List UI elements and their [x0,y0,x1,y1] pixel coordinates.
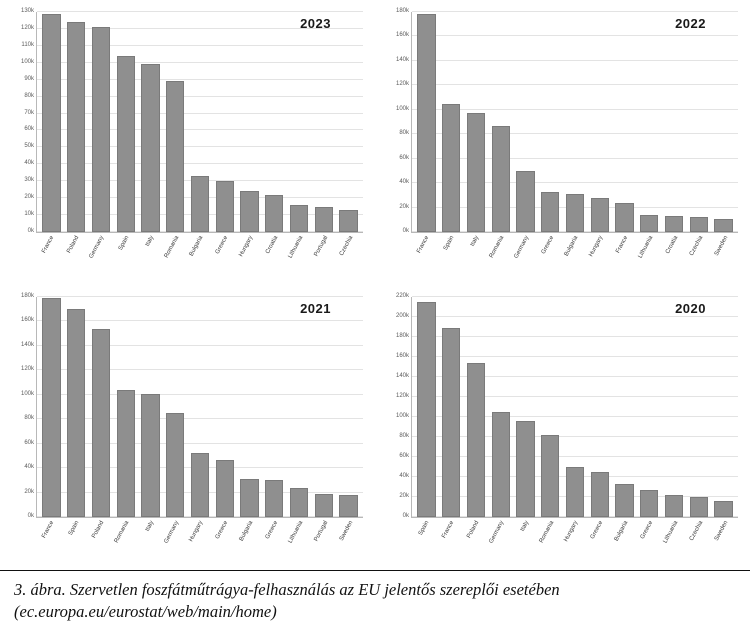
x-axis-tick-label: Sweden [713,235,729,257]
x-label-slot [661,518,686,570]
bar[interactable] [690,217,708,232]
y-axis-tick-label: 100k [395,413,409,419]
x-label-slot [237,518,262,570]
bar-slot [612,12,637,232]
bar-slot [538,12,563,232]
bar-slot [414,12,439,232]
bar[interactable] [191,176,209,232]
bar[interactable] [492,412,510,517]
x-axis-tick-label: Germany [488,520,506,545]
x-axis-tick-label: Poland [66,235,81,255]
bar[interactable] [615,203,633,232]
x-axis-tick-label: Italy [144,235,156,248]
bar-slot [39,12,64,232]
x-axis-tick-label: France [615,235,630,255]
bar[interactable] [216,181,234,232]
bar[interactable] [442,328,460,517]
x-axis-labels [36,518,363,570]
x-axis-tick-label: Romania [113,520,131,545]
y-axis-tick-label: 180k [395,8,409,14]
y-axis-tick-label: 80k [24,415,34,422]
bar[interactable] [141,394,159,517]
x-axis-tick-label: Croatia [664,235,680,255]
x-axis-tick-label: Czechia [338,235,354,257]
x-label-slot [336,518,361,570]
x-axis-tick-label: Sweden [713,520,729,542]
bar[interactable] [92,329,110,517]
y-axis-tick-label: 140k [395,56,409,63]
y-axis-tick-label: 70k [24,109,34,116]
chart-title: 2020 [675,301,706,316]
bar-slot [563,297,588,517]
bar[interactable] [640,215,658,232]
bar-slot [237,297,262,517]
x-axis-tick-label: France [441,520,456,540]
x-label-slot [612,518,637,570]
bar[interactable] [442,104,460,232]
y-axis-tick-label: 80k [399,130,409,137]
bar[interactable] [665,495,683,517]
y-axis-tick-label: 120k [395,81,409,88]
x-axis-tick-label: Greece [540,235,555,256]
bar-slot [237,12,262,232]
bar-slot [711,297,736,517]
x-label-slot [488,518,513,570]
y-axis-tick-label: 0k [402,228,409,234]
x-axis-tick-label: Lithuania [637,235,655,260]
bar-slot [637,297,662,517]
x-axis-tick-label: Germany [513,235,531,260]
x-label-slot [438,233,463,285]
x-label-slot [311,518,336,570]
bar-slot [113,297,138,517]
y-axis-tick-label: 60k [24,439,34,446]
x-axis-tick-label: Romania [488,235,506,260]
y-axis-tick-label: 40k [24,464,34,471]
y-axis-tick-label: 160k [395,32,409,39]
x-label-slot [113,518,138,570]
x-axis-tick-label: Romania [538,520,555,545]
y-axis-tick-label: 160k [395,353,409,359]
bar[interactable] [339,210,357,232]
bar[interactable] [315,207,333,232]
x-axis-tick-label: Hungary [238,235,255,258]
x-axis-tick-label: Italy [469,235,481,248]
bar-slot [311,12,336,232]
x-label-slot [587,518,612,570]
x-axis-labels [411,233,738,285]
bar[interactable] [591,198,609,232]
bar-slot [163,297,188,517]
y-axis-tick-label: 40k [399,179,409,186]
x-axis-tick-label: Czechia [688,235,705,257]
bar-series [37,12,363,232]
bar[interactable] [166,413,184,517]
plot-area [395,293,738,519]
x-axis-tick-label: Lithuania [662,520,680,545]
x-label-slot [286,233,311,285]
bar[interactable] [615,484,633,517]
bar-slot [439,12,464,232]
bar-slot [89,297,114,517]
x-axis-tick-label: Romania [163,235,180,260]
plot-area [20,8,363,234]
bar-slot [464,12,489,232]
bar-slot [637,12,662,232]
bar-slot [587,12,612,232]
chart-2020 [375,285,750,570]
bar-slot [262,12,287,232]
y-axis-tick-label: 50k [24,143,34,150]
x-axis-labels [411,518,738,570]
bar-series [412,12,738,232]
x-axis-tick-label: Greece [590,520,605,541]
x-label-slot [537,233,562,285]
x-label-slot [137,233,162,285]
plot-area [395,8,738,234]
bar[interactable] [117,390,135,517]
bar-slot [513,297,538,517]
bar-series [37,297,363,517]
y-axis-tick-label: 140k [20,341,34,348]
y-axis-tick-label: 220k [395,293,409,299]
x-axis-tick-label: Lithuania [287,520,305,545]
bar-slot [612,297,637,517]
chart-title: 2023 [300,16,331,31]
bar-slot [711,12,736,232]
y-axis-tick-label: 120k [20,366,34,373]
bar-slot [563,12,588,232]
y-axis-tick-label: 200k [395,313,409,319]
y-axis-tick-label: 140k [395,373,409,379]
bar[interactable] [516,421,534,517]
bar[interactable] [42,298,60,517]
x-axis-tick-label: Sweden [338,520,354,542]
bar-slot [587,297,612,517]
x-axis-tick-label: Germany [163,520,180,545]
y-axis-tick-label: 80k [24,92,34,99]
bar-slot [488,297,513,517]
x-label-slot [212,233,237,285]
x-axis-tick-label: Bulgaria [613,520,630,543]
x-axis-tick-label: France [41,520,56,540]
x-label-slot [637,233,662,285]
y-axis-tick-label: 120k [20,24,34,31]
x-label-slot [488,233,513,285]
y-axis-tick-label: 40k [24,160,34,167]
y-axis-tick-label: 60k [399,453,409,459]
bar-series [412,297,738,517]
bar-slot [414,297,439,517]
x-label-slot [63,233,88,285]
bar[interactable] [265,195,283,232]
x-label-slot [38,233,63,285]
x-axis-tick-label: Poland [466,520,481,540]
chart-2021 [0,285,375,570]
x-axis-tick-label: Spain [117,235,131,252]
x-label-slot [336,233,361,285]
bar[interactable] [566,194,584,232]
bar[interactable] [117,56,135,232]
bar-slot [64,12,89,232]
y-axis-tick-label: 100k [20,390,34,397]
bar-slot [262,297,287,517]
caption-line-1: 3. ábra. Szervetlen foszfátműtrágya-felhasználás az EU jelentős szereplői esetében [14,580,560,599]
x-label-slot [262,518,287,570]
x-axis-tick-label: Bulgaria [189,235,205,258]
y-axis-tick-label: 80k [399,433,409,439]
chart-title: 2022 [675,16,706,31]
x-axis-tick-label: Greece [264,520,280,541]
bar[interactable] [240,191,258,232]
x-label-slot [612,233,637,285]
x-axis-tick-label: Portugal [313,235,330,258]
x-axis-tick-label: Bulgaria [564,235,580,258]
bar[interactable] [417,302,435,517]
y-axis-tick-label: 30k [24,177,34,184]
y-axis-tick-label: 10k [24,211,34,218]
x-label-slot [512,233,537,285]
x-label-slot [286,518,311,570]
x-axis-tick-label: Spain [68,520,81,537]
bar[interactable] [240,479,258,517]
bar[interactable] [166,81,184,232]
bar-slot [163,12,188,232]
y-axis-tick-label: 40k [399,473,409,479]
bar-slot [538,297,563,517]
x-axis-labels [36,233,363,285]
y-axis-tick-label: 180k [395,333,409,339]
bar[interactable] [290,488,308,517]
y-axis-tick-label: 60k [399,154,409,161]
x-label-slot [562,518,587,570]
bar-slot [287,12,312,232]
x-label-slot [38,518,63,570]
x-axis-tick-label: France [416,235,431,255]
chart-title: 2021 [300,301,331,316]
x-axis-tick-label: Greece [639,520,655,541]
bar[interactable] [417,14,435,232]
x-label-slot [237,233,262,285]
y-axis-tick-label: 20k [399,203,409,210]
y-axis-tick-label: 160k [20,317,34,324]
x-label-slot [88,518,113,570]
y-axis-tick-label: 20k [399,493,409,499]
x-axis-tick-label: Greece [215,235,230,256]
bar[interactable] [566,467,584,517]
x-label-slot [661,233,686,285]
x-label-slot [311,233,336,285]
bar-slot [287,297,312,517]
y-axis-tick-label: 100k [395,105,409,112]
bar[interactable] [690,497,708,517]
x-axis-tick-label: Bulgaria [238,520,255,543]
bar[interactable] [541,435,559,517]
bar[interactable] [714,219,732,232]
bar[interactable] [516,171,534,232]
bar[interactable] [191,453,209,517]
y-axis-tick-label: 120k [395,393,409,399]
x-label-slot [413,518,438,570]
x-axis-tick-label: Hungary [588,235,605,258]
bar-slot [311,297,336,517]
bar-slot [64,297,89,517]
x-label-slot [162,233,187,285]
bar[interactable] [665,216,683,232]
x-label-slot [537,518,562,570]
x-label-slot [137,518,162,570]
x-axis-tick-label: France [41,235,56,255]
bar[interactable] [467,363,485,517]
bar[interactable] [467,113,485,232]
bar[interactable] [290,205,308,232]
bar-slot [686,297,711,517]
x-label-slot [637,518,662,570]
x-axis-tick-label: Germany [88,235,106,260]
bar-slot [662,297,687,517]
x-label-slot [512,518,537,570]
x-label-slot [587,233,612,285]
x-axis-tick-label: Hungary [188,520,205,543]
y-axis-tick-label: 0k [27,228,34,234]
x-axis-tick-label: Hungary [563,520,580,543]
plot-area [20,293,363,519]
x-axis-tick-label: Lithuania [287,235,305,260]
x-label-slot [63,518,88,570]
x-label-slot [187,518,212,570]
bar[interactable] [492,126,510,232]
x-axis-tick-label: Poland [91,520,106,540]
bar-slot [662,12,687,232]
bar-slot [113,12,138,232]
bar-slot [188,297,213,517]
x-axis-tick-label: Czechia [688,520,705,542]
bar[interactable] [315,494,333,517]
bar-slot [488,12,513,232]
y-axis-tick-label: 20k [24,194,34,201]
x-label-slot [413,233,438,285]
bar[interactable] [141,64,159,232]
bar-slot [138,12,163,232]
x-label-slot [711,233,736,285]
bar-slot [138,297,163,517]
x-axis-tick-label: Greece [215,520,230,541]
bar-slot [188,12,213,232]
bar[interactable] [265,480,283,517]
x-axis-tick-label: Spain [443,235,456,252]
bar[interactable] [339,495,357,517]
caption-line-2: (ec.europa.eu/eurostat/web/main/home) [14,602,277,622]
y-axis-tick-label: 180k [20,293,34,299]
bar[interactable] [216,460,234,517]
bar-slot [336,297,361,517]
x-label-slot [187,233,212,285]
x-label-slot [162,518,187,570]
figure-caption [0,570,750,623]
y-axis-tick-label: 110k [21,41,34,48]
bar[interactable] [67,309,85,517]
x-label-slot [463,518,488,570]
x-axis-tick-label: Spain [418,520,431,537]
y-axis-tick-label: 20k [24,488,34,495]
x-label-slot [686,233,711,285]
x-label-slot [113,233,138,285]
x-label-slot [88,233,113,285]
y-axis-tick-label: 130k [20,8,34,14]
bar-slot [513,12,538,232]
bar[interactable] [541,192,559,232]
bar-slot [39,297,64,517]
chart-2023 [0,0,375,285]
x-axis-tick-label: Croatia [264,235,280,255]
bar-slot [686,12,711,232]
y-axis-tick-label: 100k [20,58,34,65]
bar[interactable] [640,490,658,517]
bar-slot [439,297,464,517]
y-axis-tick-label: 90k [24,75,34,82]
x-label-slot [212,518,237,570]
x-axis-tick-label: Italy [519,520,531,533]
bar[interactable] [714,501,732,517]
bar[interactable] [591,472,609,517]
y-axis-tick-label: 60k [24,126,34,133]
x-label-slot [711,518,736,570]
bar-slot [212,12,237,232]
bar-slot [464,297,489,517]
x-label-slot [463,233,488,285]
y-axis-tick-label: 0k [27,513,34,519]
x-label-slot [438,518,463,570]
x-axis-tick-label: Italy [144,520,156,533]
bar-slot [212,297,237,517]
y-axis-tick-label: 0k [402,513,409,519]
x-axis-tick-label: Portugal [313,520,330,543]
x-label-slot [686,518,711,570]
bar[interactable] [67,22,85,232]
bar-slot [89,12,114,232]
bar[interactable] [92,27,110,232]
chart-2022 [375,0,750,285]
x-label-slot [562,233,587,285]
x-label-slot [262,233,287,285]
bar[interactable] [42,14,60,232]
bar-slot [336,12,361,232]
